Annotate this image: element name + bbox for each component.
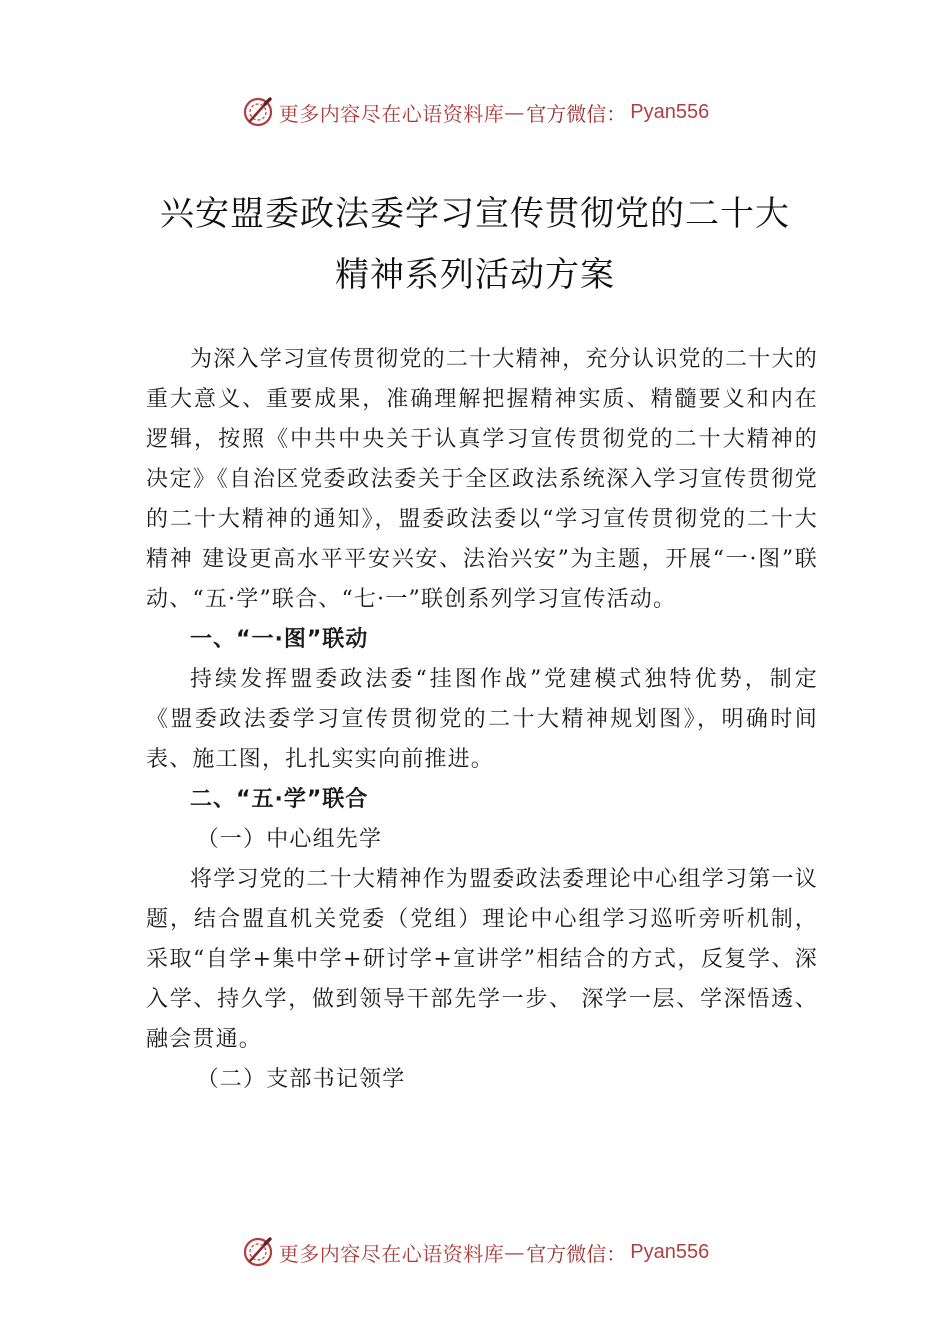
watermark-text: 更多内容尽在心语资料库 [278,101,505,126]
subsection1-heading: （一）中心组先学 [196,827,383,852]
subsection1-paragraph: 将学习党的二十大精神作为盟委政法委理论中心组学习第一议题，结合盟直机关党委（党组）理论中心组学习巡听旁听机制，采取“自学+集中学+研讨学+宣讲学”相结合的方式，反复学、深入学、持久学，做到领导干部先学一步、 深学一层、学深悟透、融会贯通。 [146,867,818,1052]
document-body [146,340,818,1100]
intro-paragraph: 为深入学习宣传贯彻党的二十大精神，充分认识党的二十大的重大意义、重要成果，准确理解把握精神实质、精髓要义和内在逻辑，按照《中共中央关于认真学习宣传贯彻党的二十大精神的决定》《自治区党委政法委关于全区政法系统深入学习宣传贯彻党的二十大精神的通知》，盟委政法委以“学习宣传贯彻党的二十大精神 建设更高水平平安兴安、法治兴安”为主题，开展“一·图”联动、“五·学”联合、“七·一”联创系列学习宣传活动。 [146,347,818,612]
brush-logo-icon [241,1235,275,1269]
subsection2-heading: （二）支部书记领学 [196,1067,406,1092]
document-title-line2: 精神系列活动方案 [335,255,615,295]
document-title-line1: 兴安盟委政法委学习宣传贯彻党的二十大 [160,194,790,234]
section1-heading: 一、“一·图”联动 [190,627,369,652]
watermark-separator: — [504,1240,525,1264]
watermark-label: 官方微信： [526,101,627,126]
watermark-label: 官方微信： [526,1241,627,1266]
watermark-banner-bottom [0,1232,950,1272]
watermark-id: Pyan556 [630,1240,710,1263]
watermark-text: 更多内容尽在心语资料库 [278,1241,505,1266]
section1-paragraph: 持续发挥盟委政法委“挂图作战”党建模式独特优势，制定《盟委政法委学习宣传贯彻党的二十大精神规划图》，明确时间表、施工图，扎扎实实向前推进。 [146,667,818,772]
watermark-separator: — [504,100,525,124]
watermark-id: Pyan556 [630,100,710,123]
watermark-banner-top [0,92,950,132]
brush-logo-icon [241,95,275,129]
section2-heading: 二、“五·学”联合 [190,787,369,812]
